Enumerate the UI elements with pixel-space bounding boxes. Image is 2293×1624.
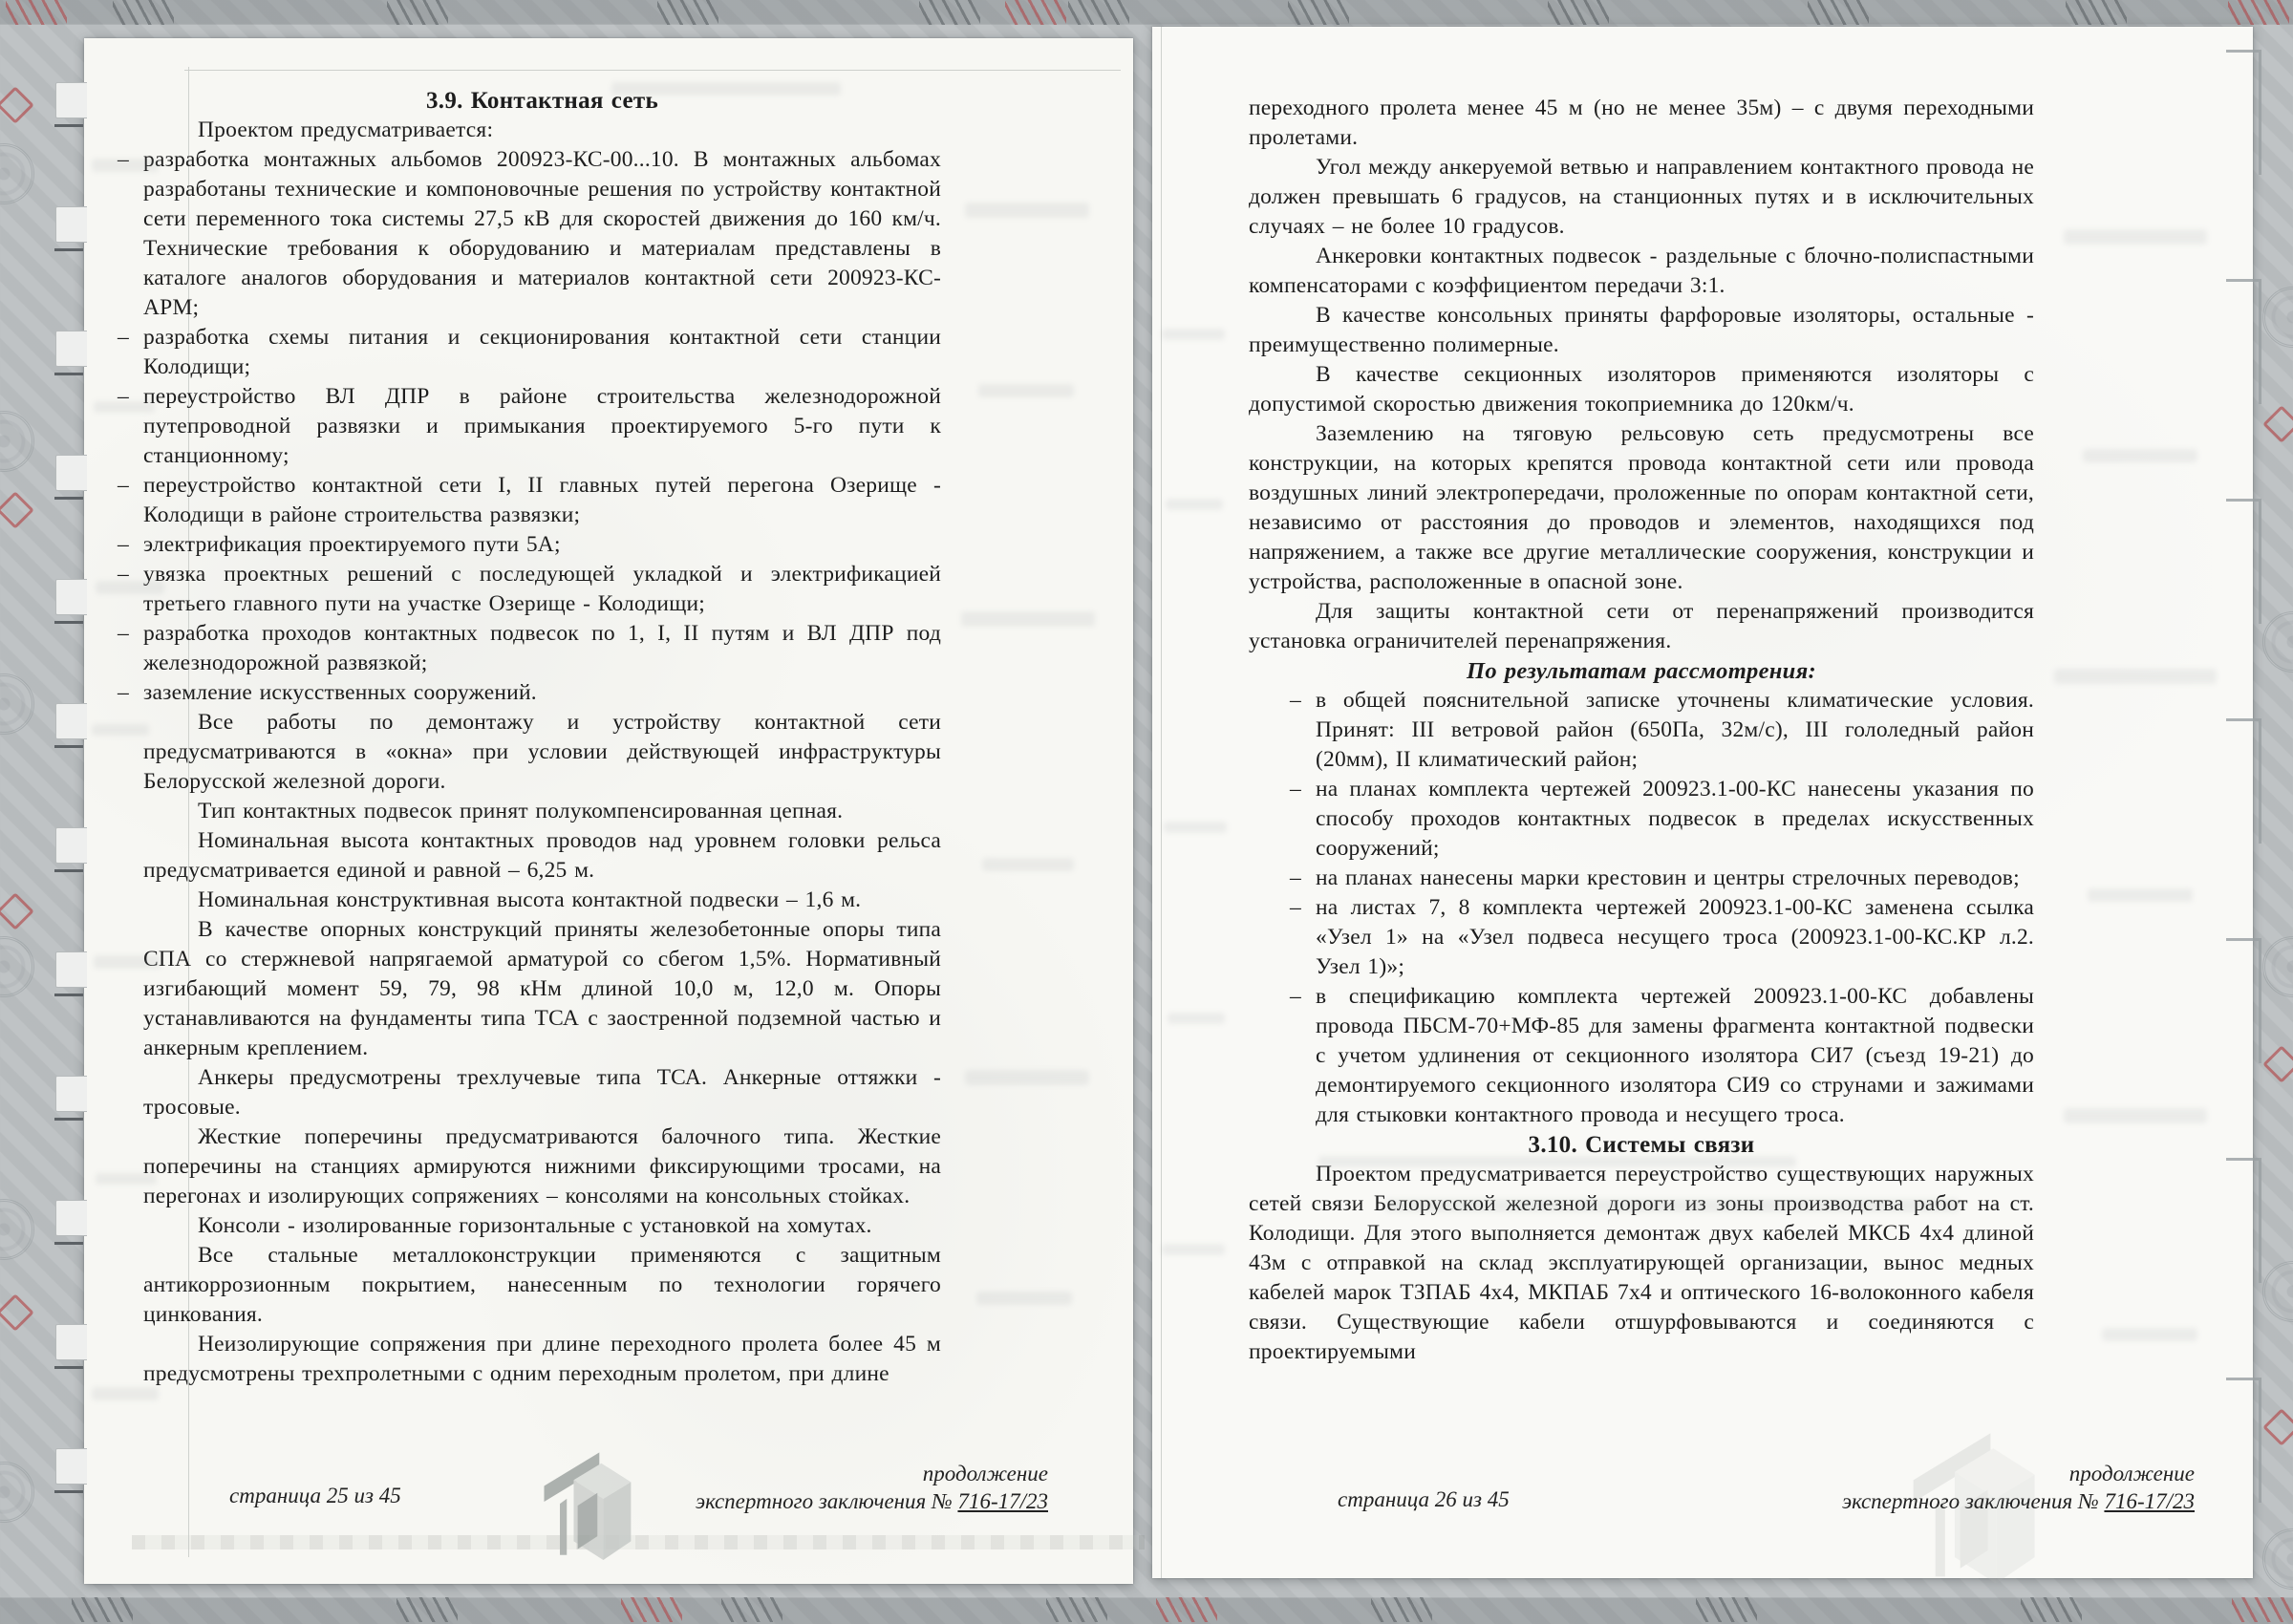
paragraph: Проектом предусматривается переустройство существующих наружных сетей связи Белорусской железной дороги из зоны производства работ на ст. Колодищи. Для этого выполняется демонтаж двух кабелей МКСБ 4х4 длиной 43м с отправкой на склад эксплуатирующей организации, вынос медных кабелей марок ТЗПАБ 4х4, МКПАБ 7х4 и оптического 16-волоконного кабеля связи. Существующие кабели отшурфовываются и соединяются с проектируемыми xyxy=(1249,1162,2034,1364)
continuation-note-prefix: экспертного заключения № xyxy=(1841,1489,2105,1513)
binding-hole-tab xyxy=(55,206,87,243)
bleed-through-smudge xyxy=(1162,1244,1225,1255)
construction-expertise-emblem-icon xyxy=(540,1441,639,1566)
binding-hole-tab xyxy=(55,1448,87,1485)
section-3-9-title: 3.9. Контактная сеть xyxy=(426,88,658,114)
paragraph: Неизолирующие сопряжения при длине переходного пролета более 45 м предусмотрены трехпролетными с одним переходным пролетом, при длине xyxy=(143,1332,941,1386)
page-left-content xyxy=(118,86,941,1389)
list-item xyxy=(118,560,941,619)
security-hatch xyxy=(2021,1597,2082,1622)
binding-hole-tab xyxy=(55,827,87,864)
list-item-text: электрификация проектируемого пути 5А; xyxy=(143,532,561,557)
security-hatch xyxy=(396,1597,458,1622)
list-item xyxy=(1290,686,2034,775)
expertise-number: 716-17/23 xyxy=(957,1489,1048,1513)
bleed-through-smudge xyxy=(2064,1108,2207,1123)
list-item xyxy=(118,145,941,323)
list-item-text: на планах нанесены марки крестовин и центры стрелочных переводов; xyxy=(1316,865,2020,890)
bleed-through-smudge xyxy=(1162,329,1225,340)
continuation-note-line2 xyxy=(1842,1487,2195,1515)
list-item-text: заземление искусственных сооружений. xyxy=(143,680,537,705)
bleed-through-smudge xyxy=(982,858,1074,871)
paragraph: переходного пролета менее 45 м (но не менее 35м) – с двумя переходными пролетами. xyxy=(1249,96,2034,150)
page-left xyxy=(84,38,1133,1584)
list-item-text: переустройство контактной сети I, II главных путей перегона Озерище - Колодищи в районе строительства развязки; xyxy=(143,473,941,527)
red-ornament xyxy=(2262,1408,2293,1446)
binding-hole-tab xyxy=(55,1324,87,1360)
list-item-text: в общей пояснительной записке уточнены климатические условия. Принят: III ветровой район (650Па, 32м/с), III гололедный район (20мм), II климатический район; xyxy=(1316,688,2034,772)
paragraph: Номинальная конструктивная высота контактной подвески – 1,6 м. xyxy=(198,887,862,912)
security-hatch xyxy=(1068,0,1129,25)
security-hatch xyxy=(919,0,980,25)
dash-marker-icon: – xyxy=(1290,777,1301,801)
continuation-note-line1: продолжение xyxy=(2068,1462,2195,1485)
binding-hole-tab xyxy=(55,951,87,988)
bleed-through-smudge xyxy=(1164,822,1227,833)
bleed-through-smudge xyxy=(1166,499,1223,510)
bleed-through-smudge xyxy=(96,1173,157,1185)
expertise-number: 716-17/23 xyxy=(2104,1489,2195,1513)
security-hatch-red xyxy=(6,0,67,25)
dash-marker-icon: – xyxy=(118,473,129,498)
bleed-through-smudge xyxy=(965,203,1089,218)
security-hatch xyxy=(1046,1597,1107,1622)
red-ornament xyxy=(0,86,34,124)
scan-frame-line xyxy=(1161,27,1162,1578)
paragraph: Угол между анкеруемой ветвью и направлением контактного провода не должен превышать 6 градусов, на станционных путях и в исключительных случаях – не более 10 градусов. xyxy=(1249,155,2034,239)
sheet-corner-mark xyxy=(2226,50,2261,175)
guilloche-medallion xyxy=(2262,287,2293,348)
bullet-list xyxy=(118,145,941,708)
dash-marker-icon: – xyxy=(118,562,129,587)
paragraph: Номинальная высота контактных проводов над уровнем головки рельса предусматривается единой и равной – 6,25 м. xyxy=(143,828,941,883)
red-ornament xyxy=(2262,405,2293,443)
bleed-through-smudge xyxy=(96,581,164,594)
guilloche-medallion xyxy=(2262,611,2293,673)
list-item-text: переустройство ВЛ ДПР в районе строительства железнодорожной путепроводной развязки и примыкания проектируемого 5-го пути к станционному; xyxy=(143,384,941,468)
red-ornament xyxy=(0,491,34,529)
list-item-text: на планах комплекта чертежей 200923.1-00-КС нанесены указания по способу проходов контактных подвесок в пределах искусственных сооружений; xyxy=(1316,777,2034,861)
paragraph: Все работы по демонтажу и устройству контактной сети предусматриваются в «окна» при условии действующей инфраструктуры Белорусской железной дороги. xyxy=(143,710,941,794)
red-ornament xyxy=(0,1293,34,1332)
sheet-corner-mark xyxy=(2226,938,2261,1063)
sheet-corner-mark xyxy=(2226,1158,2261,1283)
paragraph: Все стальные металлоконструкции применяются с защитным антикоррозионным покрытием, нанесенным по технологии горячего цинкования. xyxy=(143,1243,941,1327)
bleed-through-smudge xyxy=(92,724,149,736)
security-hatch-red xyxy=(2232,1597,2293,1622)
paragraph: Консоли - изолированные горизонтальные с установкой на хомутах. xyxy=(198,1213,872,1238)
list-item xyxy=(1290,893,2034,982)
sheet-corner-mark xyxy=(2226,718,2261,844)
list-item xyxy=(118,619,941,678)
guilloche-medallion xyxy=(0,1462,34,1523)
security-hatch-red xyxy=(621,1597,682,1622)
binding-hole-tab xyxy=(55,1076,87,1112)
results-heading: По результатам рассмотрения: xyxy=(1466,658,1816,684)
security-hatch xyxy=(657,0,718,25)
bleed-through-smudge xyxy=(1385,1199,1959,1212)
list-item xyxy=(1290,982,2034,1130)
security-hatch xyxy=(1548,0,1609,25)
red-ornament xyxy=(2262,1045,2293,1083)
security-hatch xyxy=(72,1597,133,1622)
intro-paragraph: Проектом предусматривается: xyxy=(198,118,494,142)
bleed-through-smudge xyxy=(961,611,1095,627)
paragraph: В качестве опорных конструкций приняты железобетонные опоры типа СПА со стержневой напрягаемой арматурой со сбегом 1,5%. Нормативный изгибающий момент 59, 79, 98 кНм длиной 10,0 м, 12,0 м. Опоры устанавливаются на фундаменты типа ТСА с заостренной подземной частью и анкерным креплением. xyxy=(143,917,941,1060)
binding-hole-tab xyxy=(55,331,87,367)
security-hatch-red xyxy=(1156,1597,1217,1622)
bleed-through-smudge xyxy=(2088,888,2193,902)
bleed-through-smudge xyxy=(2054,669,2217,684)
bleed-through-smudge xyxy=(92,1387,159,1400)
list-item-text: разработка монтажных альбомов 200923-КС-00...10. В монтажных альбомах разработаны технические и компоновочные решения по устройству контактной сети переменного тока системы 27,5 кВ для скоростей движения до 160 км/ч. Технические требования к оборудованию и материалам представлены в каталоге аналогов оборудования и материалов контактной сети 200923-КС-АРМ; xyxy=(143,147,941,320)
scan-frame-line xyxy=(184,70,1121,71)
continuation-note xyxy=(1842,1460,2195,1515)
security-hatch xyxy=(387,0,448,25)
bleed-through-smudge xyxy=(965,1070,1089,1085)
continuation-note xyxy=(696,1460,1048,1515)
list-item xyxy=(1290,775,2034,864)
bleed-through-smudge xyxy=(611,82,841,96)
paragraph: Заземлению на тяговую рельсовую сеть предусмотрены все конструкции, на которых крепятся провода контактной сети или провода воздушных линий электропередачи, проложенные по опорам контактной сети, независимо от расстояния до проводов и элементов, находящихся под напряжением, а также все другие металлические сооружения, конструкции и устройства, расположенные в опасной зоне. xyxy=(1249,421,2034,594)
bleed-through-smudge xyxy=(2064,229,2207,245)
list-item-text: увязка проектных решений с последующей укладкой и электрификацией третьего главного пути на участке Озерище - Колодищи; xyxy=(143,562,941,616)
bleed-through-smudge xyxy=(94,955,161,969)
bleed-through-smudge xyxy=(94,401,155,413)
security-hatch xyxy=(1808,0,1869,25)
security-hatch xyxy=(1288,0,1349,25)
binding-hole-tab xyxy=(55,1200,87,1236)
list-item xyxy=(1290,864,2034,893)
dash-marker-icon: – xyxy=(118,325,129,350)
dash-marker-icon: – xyxy=(118,147,129,172)
page-number: страница 25 из 45 xyxy=(229,1484,401,1507)
paragraph: Жесткие поперечины предусматриваются балочного типа. Жесткие поперечины на станциях армируются нижними фиксирующими тросами, на перегонах и изолирующих сопряжениях – консолями на консольных стойках. xyxy=(143,1124,941,1208)
paragraph: Тип контактных подвесок принят полукомпенсированная цепная. xyxy=(198,799,844,823)
section-3-10-title: 3.10. Системы связи xyxy=(1528,1132,1755,1158)
guilloche-medallion xyxy=(2262,1528,2293,1590)
paragraph: Анкеровки контактных подвесок - раздельные с блочно-полиспастными компенсаторами с коэффициентом передачи 3:1. xyxy=(1249,244,2034,298)
security-hatch xyxy=(1696,1597,1757,1622)
list-item-text: на листах 7, 8 комплекта чертежей 200923.1-00-КС заменена ссылка «Узел 1» на «Узел подвеса несущего троса (200923.1-00-КС.КР л.2. Узел 1)»; xyxy=(1316,895,2034,979)
security-hatch-red xyxy=(1005,0,1066,25)
sheet-corner-mark xyxy=(2226,279,2261,404)
bleed-through-smudge xyxy=(976,1292,1072,1305)
sheet-corner-mark xyxy=(2226,499,2261,624)
list-item xyxy=(118,382,941,471)
security-hatch-red xyxy=(2228,0,2289,25)
results-bullet-list xyxy=(1249,686,2034,1130)
security-hatch xyxy=(1371,1597,1432,1622)
guilloche-medallion xyxy=(2262,1261,2293,1322)
bleed-through-smudge xyxy=(2083,449,2197,462)
security-hatch xyxy=(721,1597,782,1622)
guilloche-medallion xyxy=(0,411,34,472)
binding-hole-tab xyxy=(55,82,87,118)
paragraph: Анкеры предусмотрены трехлучевые типа ТСА. Анкерные оттяжки - тросовые. xyxy=(143,1065,941,1120)
bleed-through-smudge xyxy=(978,384,1074,397)
dash-marker-icon: – xyxy=(1290,984,1301,1009)
page-right xyxy=(1152,27,2253,1578)
list-item xyxy=(118,323,941,382)
list-item-text: разработка проходов контактных подвесок по 1, I, II путям и ВЛ ДПР под железнодорожной развязкой; xyxy=(143,621,941,675)
sheet-corner-mark xyxy=(2226,1378,2261,1503)
binding-hole-tab xyxy=(55,455,87,491)
dash-marker-icon: – xyxy=(118,384,129,409)
bleed-through-smudge xyxy=(2102,1328,2197,1341)
continuation-note-line1: продолжение xyxy=(922,1462,1048,1485)
page-right-content xyxy=(1249,94,2034,1367)
dash-marker-icon: – xyxy=(118,680,129,705)
list-item xyxy=(118,678,941,708)
bleed-through-smudge xyxy=(1318,1156,1796,1167)
list-item-text: разработка схемы питания и секционирования контактной сети станции Колодищи; xyxy=(143,325,941,379)
guilloche-medallion xyxy=(2262,936,2293,997)
binding-hole-tab xyxy=(55,579,87,615)
bleed-through-smudge xyxy=(92,159,159,172)
guilloche-medallion xyxy=(0,1199,34,1260)
paragraph: В качестве секционных изоляторов применяются изоляторы с допустимой скоростью движения токоприемника до 120км/ч. xyxy=(1249,362,2034,417)
security-hatch xyxy=(113,0,174,25)
continuation-note-prefix: экспертного заключения № xyxy=(695,1489,958,1513)
guilloche-medallion xyxy=(0,143,34,204)
bleed-through-smudge xyxy=(1168,1013,1225,1024)
dash-marker-icon: – xyxy=(1290,865,1301,890)
paragraph: В качестве консольных приняты фарфоровые изоляторы, остальные - преимущественно полимерные. xyxy=(1249,303,2034,357)
dash-marker-icon: – xyxy=(118,532,129,557)
list-item xyxy=(118,530,941,560)
red-ornament xyxy=(0,892,34,930)
guilloche-medallion xyxy=(0,936,34,997)
binding-hole-tab xyxy=(55,703,87,739)
page-number: страница 26 из 45 xyxy=(1338,1487,1510,1511)
list-item xyxy=(118,471,941,530)
guilloche-medallion xyxy=(0,673,34,735)
paragraph: Для защиты контактной сети от перенапряжений производится установка ограничителей перенапряжения. xyxy=(1249,599,2034,653)
continuation-note-line2 xyxy=(696,1487,1048,1515)
security-hatch xyxy=(2066,0,2127,25)
dash-marker-icon: – xyxy=(118,621,129,646)
list-item-text: в спецификацию комплекта чертежей 200923.1-00-КС добавлены провода ПБСМ-70+МФ-85 для замены фрагмента контактной подвески с учетом удлинения от секционного изолятора СИ7 (съезд 19-21) до демонтируемого секционного изолятора СИ9 со струнами и зажимами для стыковки контактного провода и несущего троса. xyxy=(1316,984,2034,1127)
dash-marker-icon: – xyxy=(1290,895,1301,920)
dash-marker-icon: – xyxy=(1290,688,1301,713)
